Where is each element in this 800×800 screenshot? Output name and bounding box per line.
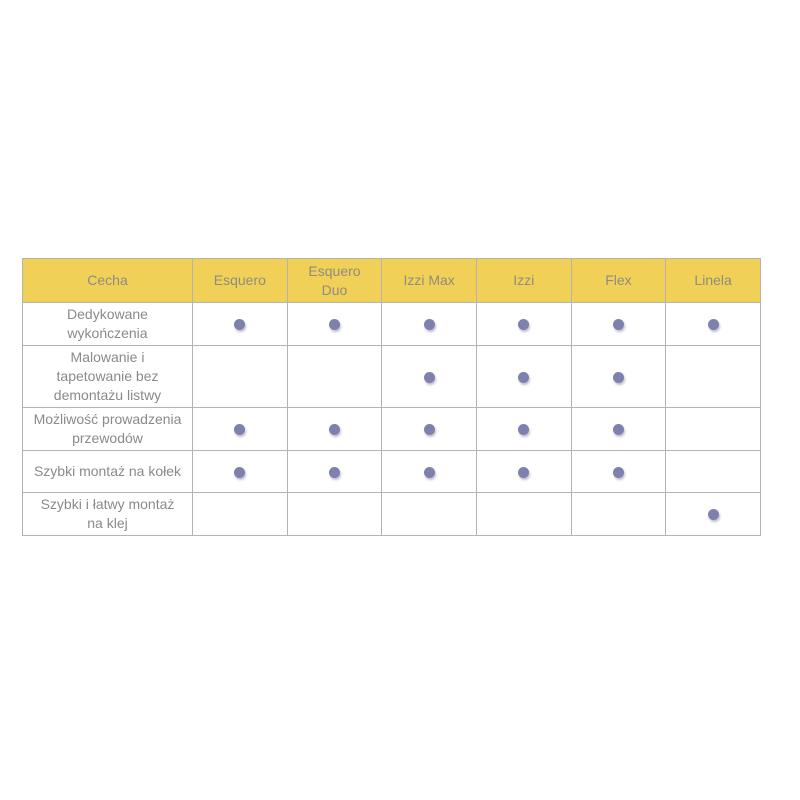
column-header-flex: Flex xyxy=(571,259,666,303)
availability-cell xyxy=(193,303,288,346)
availability-dot-icon xyxy=(518,319,529,330)
availability-dot-icon xyxy=(708,319,719,330)
availability-cell xyxy=(571,346,666,408)
availability-dot-icon xyxy=(234,319,245,330)
availability-dot-icon xyxy=(329,319,340,330)
availability-cell xyxy=(571,493,666,536)
column-header-feature: Cecha xyxy=(23,259,193,303)
availability-cell xyxy=(287,493,382,536)
table-row xyxy=(23,408,761,451)
availability-dot-icon xyxy=(424,372,435,383)
availability-cell xyxy=(571,451,666,493)
availability-dot-icon xyxy=(613,319,624,330)
header-row xyxy=(23,259,761,303)
availability-cell xyxy=(476,451,571,493)
availability-cell xyxy=(382,451,477,493)
availability-cell xyxy=(193,451,288,493)
availability-cell xyxy=(571,408,666,451)
availability-cell xyxy=(382,408,477,451)
availability-cell xyxy=(193,346,288,408)
availability-cell xyxy=(476,346,571,408)
table-row xyxy=(23,303,761,346)
availability-cell xyxy=(193,408,288,451)
feature-label: Dedykowane wykończenia xyxy=(23,303,193,346)
availability-dot-icon xyxy=(518,372,529,383)
availability-dot-icon xyxy=(234,424,245,435)
availability-dot-icon xyxy=(613,424,624,435)
column-header-esquero-duo: Esquero Duo xyxy=(287,259,382,303)
column-header-linela: Linela xyxy=(666,259,761,303)
availability-cell xyxy=(666,303,761,346)
availability-cell xyxy=(382,493,477,536)
availability-dot-icon xyxy=(518,424,529,435)
feature-label: Szybki montaż na kołek xyxy=(23,451,193,493)
availability-cell xyxy=(382,346,477,408)
availability-cell xyxy=(287,346,382,408)
availability-cell xyxy=(287,451,382,493)
comparison-table xyxy=(22,258,761,536)
availability-cell xyxy=(382,303,477,346)
table-row xyxy=(23,493,761,536)
feature-label: Możliwość prowadzenia przewodów xyxy=(23,408,193,451)
availability-dot-icon xyxy=(518,467,529,478)
feature-comparison-table xyxy=(22,258,760,536)
availability-cell xyxy=(476,493,571,536)
availability-dot-icon xyxy=(424,467,435,478)
availability-dot-icon xyxy=(329,424,340,435)
availability-cell xyxy=(476,303,571,346)
availability-cell xyxy=(666,346,761,408)
availability-cell xyxy=(666,493,761,536)
column-header-izzi-max: Izzi Max xyxy=(382,259,477,303)
availability-dot-icon xyxy=(234,467,245,478)
column-header-esquero: Esquero xyxy=(193,259,288,303)
column-header-izzi: Izzi xyxy=(476,259,571,303)
availability-dot-icon xyxy=(424,424,435,435)
feature-label: Malowanie i tapetowanie bez demontażu listwy xyxy=(23,346,193,408)
availability-cell xyxy=(287,303,382,346)
availability-dot-icon xyxy=(613,372,624,383)
feature-label: Szybki i łatwy montaż na klej xyxy=(23,493,193,536)
availability-cell xyxy=(571,303,666,346)
availability-dot-icon xyxy=(613,467,624,478)
availability-dot-icon xyxy=(708,509,719,520)
availability-cell xyxy=(287,408,382,451)
availability-cell xyxy=(666,451,761,493)
availability-cell xyxy=(193,493,288,536)
availability-cell xyxy=(476,408,571,451)
availability-cell xyxy=(666,408,761,451)
availability-dot-icon xyxy=(329,467,340,478)
table-row xyxy=(23,451,761,493)
availability-dot-icon xyxy=(424,319,435,330)
table-row xyxy=(23,346,761,408)
